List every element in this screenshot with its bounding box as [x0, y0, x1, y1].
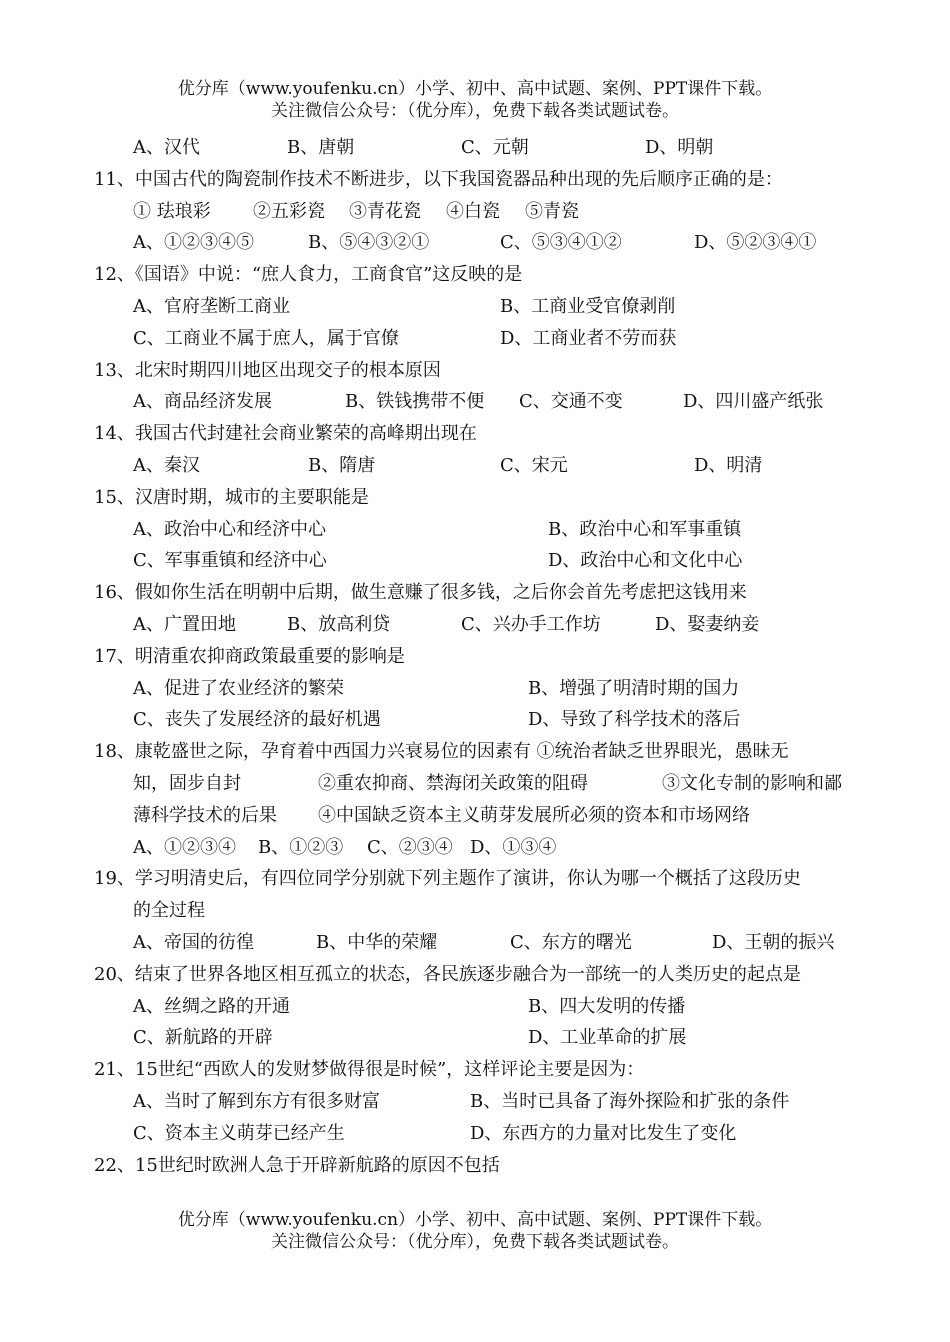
q13-option-b: B、铁钱携带不便: [345, 391, 485, 413]
q16-option-c: C、兴办手工作坊: [461, 613, 601, 635]
q16-option-a: A、广置田地: [133, 613, 236, 635]
q14-option-b: B、隋唐: [308, 454, 376, 476]
q17-options-row-2: [0, 704, 950, 736]
header-line-1: 优分库（www.youfenku.cn）小学、初中、高中试题、案例、PPT课件下载。: [177, 79, 773, 99]
q19-stem-line: [0, 863, 950, 895]
q10-option-b: B、唐朝: [287, 137, 355, 158]
q16-stem-line: [0, 577, 950, 609]
q18-item-1-cont: 知，固步自封: [133, 772, 241, 794]
q22-stem-line: [0, 1150, 950, 1182]
q20-option-b: B、四大发明的传播: [528, 995, 686, 1017]
q11-options: [0, 227, 950, 259]
q21-option-a: A、当时了解到东方有很多财富: [133, 1090, 380, 1112]
q12-option-a: A、官府垄断工商业: [133, 295, 290, 317]
page-header: [0, 78, 950, 122]
q15-options-row-1: [0, 514, 950, 546]
q17-option-a: A、促进了农业经济的繁荣: [133, 677, 344, 699]
q11-items: [0, 196, 950, 228]
q12-option-b: B、工商业受官僚剥削: [500, 295, 676, 317]
q10-option-d: D、明朝: [645, 137, 714, 158]
q21-stem: 21、15世纪“西欧人的发财梦做得很是时候”，这样评论主要是因为：: [94, 1059, 645, 1081]
q20-stem: 20、结束了世界各地区相互孤立的状态，各民族逐步融合为一部统一的人类历史的起点是: [94, 963, 801, 985]
q14-option-d: D、明清: [694, 454, 763, 476]
q18-item-2: ②重农抑商、禁海闭关政策的阻碍: [318, 772, 588, 794]
q19-option-d: D、王朝的振兴: [712, 931, 835, 953]
q11-option-a: A、①②③④⑤: [133, 232, 254, 254]
q19-stem: 19、学习明清史后，有四位同学分别就下列主题作了演讲，你认为哪一个概括了这段历史: [94, 868, 801, 890]
q19-option-c: C、东方的曙光: [510, 931, 632, 953]
q14-stem-line: [0, 418, 950, 450]
q15-option-b: B、政治中心和军事重镇: [548, 518, 742, 540]
q17-option-c: C、丧失了发展经济的最好机遇: [133, 709, 381, 731]
q15-option-a: A、政治中心和经济中心: [133, 518, 326, 540]
q14-option-c: C、宋元: [500, 454, 568, 476]
q15-option-c: C、军事重镇和经济中心: [133, 550, 327, 572]
q16-option-b: B、放高利贷: [287, 613, 391, 635]
q18-option-c: C、②③④: [367, 836, 453, 858]
q21-options-row-1: [0, 1086, 950, 1118]
q18-stem: 18、康乾盛世之际，孕育着中西国力兴衰易位的因素有 ①统治者缺乏世界眼光，愚昧无: [94, 741, 789, 763]
q18-item-3: ③文化专制的影响和鄙: [662, 772, 842, 794]
q10-option-c: C、元朝: [461, 137, 529, 158]
q12-stem-line: [0, 259, 950, 291]
q17-option-b: B、增强了明清时期的国力: [528, 677, 740, 699]
q15-stem-line: [0, 482, 950, 514]
q17-options-row-1: [0, 673, 950, 705]
q21-options-row-2: [0, 1118, 950, 1150]
q18-options: [0, 832, 950, 864]
q11-item-4: ④白瓷: [446, 200, 500, 222]
q16-option-d: D、娶妻纳妾: [655, 613, 760, 635]
q10-options: [0, 132, 950, 164]
q11-option-b: B、⑤④③②①: [308, 232, 430, 254]
q11-stem: 11、中国古代的陶瓷制作技术不断进步，以下我国瓷器品种出现的先后顺序正确的是：: [94, 168, 783, 190]
q12-options-row-2: [0, 323, 950, 355]
q13-option-a: A、商品经济发展: [133, 391, 272, 413]
q18-stem-line-2: [0, 768, 950, 800]
q15-option-d: D、政治中心和文化中心: [548, 550, 743, 572]
q21-option-c: C、资本主义萌芽已经产生: [133, 1122, 345, 1144]
q18-item-4: ④中国缺乏资本主义萌芽发展所必须的资本和市场网络: [318, 804, 750, 826]
q11-stem-line: [0, 164, 950, 196]
q17-stem-line: [0, 641, 950, 673]
q19-options: [0, 927, 950, 959]
q19-stem-line-2: [0, 895, 950, 927]
q18-option-d: D、①③④: [470, 836, 557, 858]
q20-option-a: A、丝绸之路的开通: [133, 995, 290, 1017]
q10-option-a: A、汉代: [133, 137, 200, 158]
q11-option-c: C、⑤③④①②: [500, 232, 622, 254]
q20-option-c: C、新航路的开辟: [133, 1027, 273, 1049]
q15-stem: 15、汉唐时期，城市的主要职能是: [94, 486, 369, 508]
q16-stem: 16、假如你生活在明朝中后期，做生意赚了很多钱，之后你会首先考虑把这钱用来: [94, 582, 747, 604]
q21-option-d: D、东西方的力量对比发生了变化: [470, 1122, 737, 1144]
q18-option-a: A、①②③④: [133, 836, 236, 858]
q14-option-a: A、秦汉: [133, 454, 200, 476]
q11-item-1: ① 珐琅彩: [133, 200, 211, 222]
footer-line-1: 优分库（www.youfenku.cn）小学、初中、高中试题、案例、PPT课件下载。: [177, 1210, 773, 1230]
q13-option-d: D、四川盛产纸张: [683, 391, 824, 413]
q21-option-b: B、当时已具备了海外探险和扩张的条件: [470, 1090, 790, 1112]
q13-options: [0, 386, 950, 418]
q22-stem: 22、15世纪时欧洲人急于开辟新航路的原因不包括: [94, 1154, 500, 1176]
q11-option-d: D、⑤②③④①: [694, 232, 817, 254]
q15-options-row-2: [0, 545, 950, 577]
q11-item-5: ⑤青瓷: [525, 200, 579, 222]
page-footer: [0, 1209, 950, 1253]
q11-item-2: ②五彩瓷: [253, 200, 325, 222]
q12-options-row-1: [0, 291, 950, 323]
q12-option-d: D、工商业者不劳而获: [500, 327, 677, 349]
q18-stem-line: [0, 736, 950, 768]
footer-line-2: 关注微信公众号：（优分库），免费下载各类试题试卷。: [271, 1232, 679, 1252]
q19-stem-cont: 的全过程: [133, 900, 205, 922]
q12-stem: 12、《国语》中说：“庶人食力，工商食官”这反映的是: [94, 264, 523, 286]
q12-option-c: C、工商业不属于庶人，属于官僚: [133, 327, 399, 349]
q13-stem-line: [0, 355, 950, 387]
q17-option-d: D、导致了科学技术的落后: [528, 709, 741, 731]
q21-stem-line: [0, 1054, 950, 1086]
q20-stem-line: [0, 959, 950, 991]
q13-option-c: C、交通不变: [519, 391, 623, 413]
q16-options: [0, 609, 950, 641]
question-list: [0, 132, 950, 1181]
q19-option-b: B、中华的荣耀: [316, 931, 438, 953]
q20-options-row-2: [0, 1022, 950, 1054]
q14-stem: 14、我国古代封建社会商业繁荣的高峰期出现在: [94, 423, 477, 445]
q14-options: [0, 450, 950, 482]
q20-options-row-1: [0, 991, 950, 1023]
q20-option-d: D、工业革命的扩展: [528, 1027, 687, 1049]
q18-stem-line-3: [0, 800, 950, 832]
q17-stem: 17、明清重农抑商政策最重要的影响是: [94, 645, 405, 667]
q13-stem: 13、北宋时期四川地区出现交子的根本原因: [94, 359, 441, 381]
q18-option-b: B、①②③: [258, 836, 344, 858]
q11-item-3: ③青花瓷: [349, 200, 421, 222]
q19-option-a: A、帝国的彷徨: [133, 931, 254, 953]
header-line-2: 关注微信公众号：（优分库），免费下载各类试题试卷。: [271, 101, 679, 121]
q18-item-3-cont: 薄科学技术的后果: [133, 804, 277, 826]
